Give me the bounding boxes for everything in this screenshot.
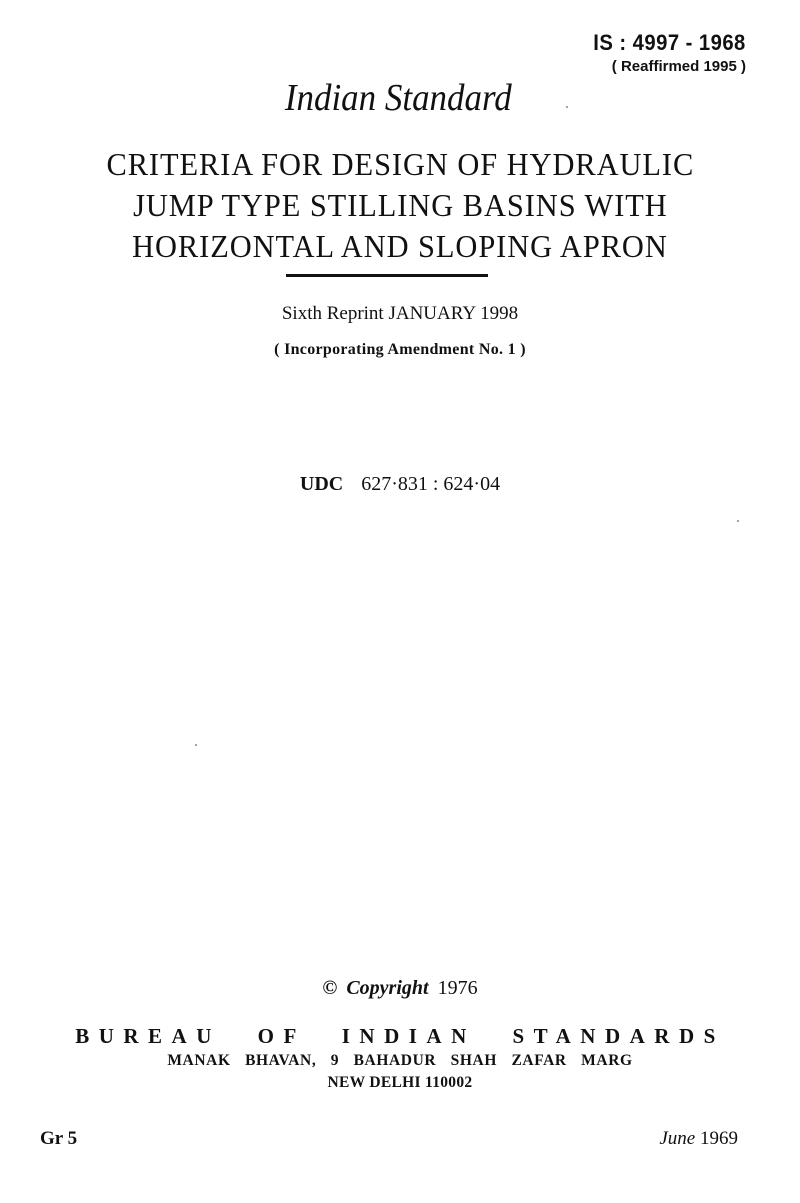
copyright-word: Copyright (346, 977, 429, 999)
title-line-text: HORIZONTAL AND SLOPING APRON (132, 228, 668, 264)
publisher-address-line1: MANAK BHAVAN, 9 BAHADUR SHAH ZAFAR MARG (167, 1052, 633, 1069)
price-group: Gr 5 (40, 1128, 78, 1149)
header-label (0, 76, 800, 120)
title-line (0, 144, 800, 185)
udc-line (0, 473, 800, 496)
reaffirmed-note: ( Reaffirmed 1995 ) (611, 58, 746, 75)
publication-date (659, 1128, 738, 1150)
reprint-note: Sixth Reprint JANUARY 1998 (281, 303, 519, 324)
header-label-text: Indian Standard (284, 77, 512, 119)
udc-code: 627·831 : 624·04 (361, 473, 501, 495)
copyright-line (0, 977, 800, 1000)
title-line-text: CRITERIA FOR DESIGN OF HYDRAULIC (106, 146, 694, 182)
publisher-name: BUREAU OF INDIAN STANDARDS (75, 1024, 725, 1048)
standard-number-block (580, 30, 746, 75)
title-line-text: JUMP TYPE STILLING BASINS WITH (132, 187, 668, 223)
publication-year: 1969 (700, 1128, 738, 1149)
scan-speck (195, 744, 197, 746)
standard-number: IS : 4997 - 1968 (593, 30, 746, 55)
title-line (0, 185, 800, 226)
title-line (0, 226, 800, 267)
amendment-note: ( Incorporating Amendment No. 1 ) (274, 341, 526, 358)
publisher-address-line2: NEW DELHI 110002 (327, 1074, 473, 1091)
scan-speck (566, 106, 568, 108)
publisher-block (0, 1024, 800, 1092)
copyright-icon: © (322, 977, 338, 999)
publication-month: June (659, 1128, 696, 1149)
scan-speck (737, 520, 739, 522)
copyright-year: 1976 (437, 977, 478, 999)
udc-label: UDC (299, 473, 344, 495)
title-divider (286, 274, 488, 277)
document-title (0, 144, 800, 267)
